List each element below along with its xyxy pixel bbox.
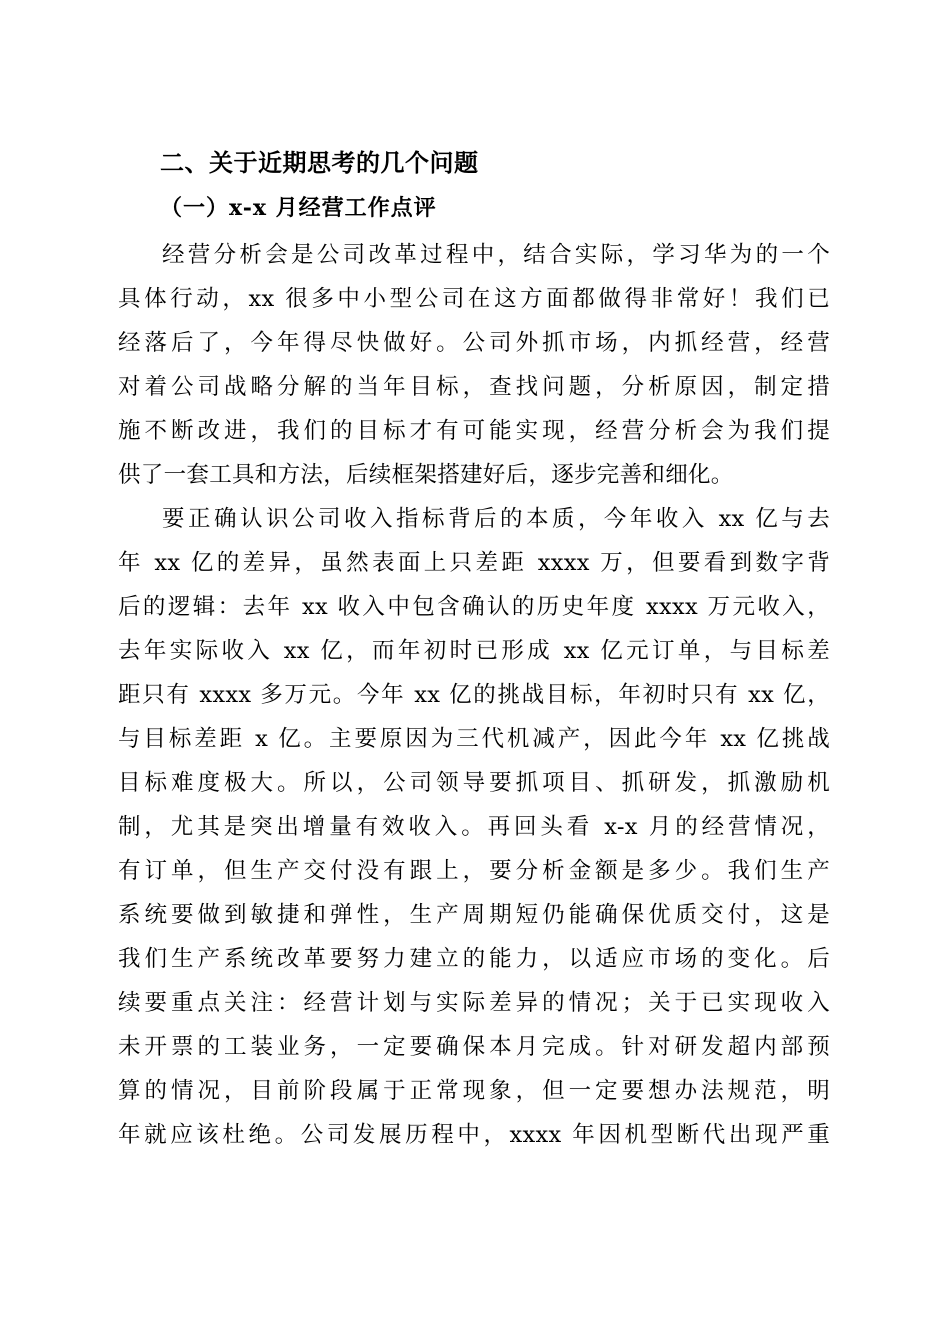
paragraph-line: 我们生产系统改革要努力建立的能力，以适应市场的变化。后 <box>118 946 830 972</box>
paragraph-line: 与目标差距 x 亿。主要原因为三代机减产，因此今年 xx 亿挑战 <box>118 726 830 752</box>
subsection-heading: （一）x-x 月经营工作点评 <box>160 195 437 221</box>
paragraph-line: 要正确认识公司收入指标背后的本质，今年收入 xx 亿与去 <box>162 506 830 532</box>
paragraph-line: 年 xx 亿的差异，虽然表面上只差距 xxxx 万，但要看到数字背 <box>118 550 830 576</box>
paragraph-1 <box>118 233 830 497</box>
paragraph-line: 对着公司战略分解的当年目标，查找问题，分析原因，制定措 <box>118 374 830 400</box>
paragraph-2 <box>118 497 830 1157</box>
paragraph-line: 续要重点关注：经营计划与实际差异的情况；关于已实现收入 <box>118 990 830 1016</box>
paragraph-line: 去年实际收入 xx 亿，而年初时已形成 xx 亿元订单，与目标差 <box>118 638 830 664</box>
paragraph-line: 供了一套工具和方法，后续框架搭建好后，逐步完善和细化。 <box>118 462 734 488</box>
paragraph-line: 未开票的工装业务，一定要确保本月完成。针对研发超内部预 <box>118 1034 830 1060</box>
paragraph-line: 系统要做到敏捷和弹性，生产周期短仍能确保优质交付，这是 <box>118 902 830 928</box>
paragraph-line: 制，尤其是突出增量有效收入。再回头看 x-x 月的经营情况， <box>118 814 830 840</box>
paragraph-line: 年就应该杜绝。公司发展历程中，xxxx 年因机型断代出现严重 <box>118 1122 830 1148</box>
section-heading: 二、关于近期思考的几个问题 <box>160 149 479 177</box>
paragraph-line: 算的情况，目前阶段属于正常现象，但一定要想办法规范，明 <box>118 1078 830 1104</box>
paragraph-line: 具体行动，xx 很多中小型公司在这方面都做得非常好！我们已 <box>118 286 830 312</box>
paragraph-line: 有订单，但生产交付没有跟上，要分析金额是多少。我们生产 <box>118 858 830 884</box>
paragraph-line: 距只有 xxxx 多万元。今年 xx 亿的挑战目标，年初时只有 xx 亿， <box>118 682 830 708</box>
paragraph-line: 经营分析会是公司改革过程中，结合实际，学习华为的一个 <box>162 242 830 268</box>
paragraph-line: 经落后了，今年得尽快做好。公司外抓市场，内抓经营，经营 <box>118 330 830 356</box>
body-text <box>118 233 830 1157</box>
paragraph-line: 后的逻辑：去年 xx 收入中包含确认的历史年度 xxxx 万元收入， <box>118 594 830 620</box>
paragraph-line: 目标难度极大。所以，公司领导要抓项目、抓研发，抓激励机 <box>118 770 830 796</box>
paragraph-line: 施不断改进，我们的目标才有可能实现，经营分析会为我们提 <box>118 418 830 444</box>
